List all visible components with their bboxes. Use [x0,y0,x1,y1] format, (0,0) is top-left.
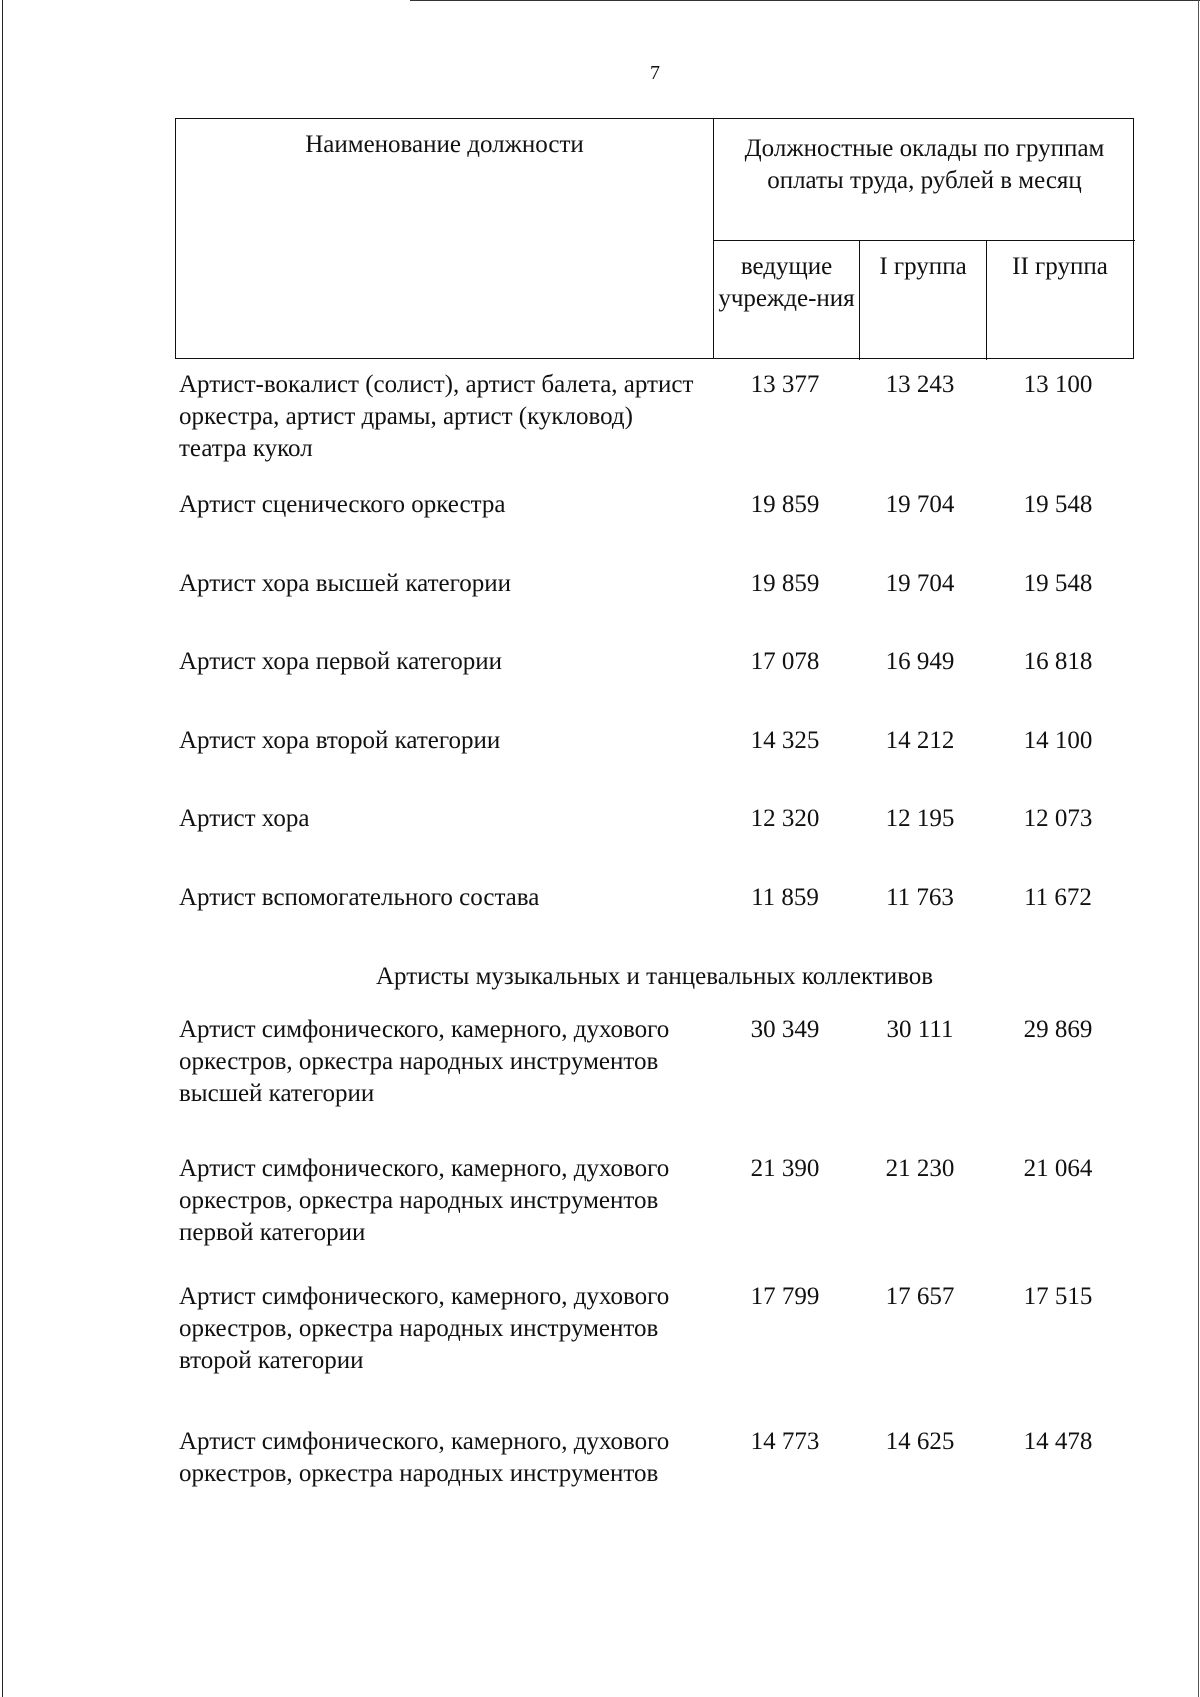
row-value-group2: 14 100 [1023,727,1093,754]
row-value-group1: 14 625 [885,1428,955,1455]
table-header [175,118,1134,359]
row-value-group2: 16 818 [1023,648,1093,675]
page-number: 7 [650,62,660,84]
row-value-group2: 19 548 [1023,570,1093,597]
row-value-group2: 29 869 [1023,1016,1093,1043]
row-value-leading: 11 859 [751,884,819,911]
row-position-name: Артист вспомогательного состава [179,884,540,911]
page-edge-left [2,0,3,1697]
row-value-leading: 17 078 [750,648,820,675]
page-edge-right [1198,0,1199,1697]
row-value-group1: 16 949 [885,648,955,675]
row-value-group1: 19 704 [885,491,955,518]
row-value-leading: 19 859 [750,491,820,518]
row-value-group2: 13 100 [1023,371,1093,398]
page-edge-top [410,0,1200,1]
row-value-group2: 21 064 [1023,1155,1093,1182]
header-salary-group: Должностные оклады по группам оплаты труда, рублей в месяц [714,119,1135,241]
header-col-group1: I группа [860,241,987,360]
section-title: Артисты музыкальных и танцевальных коллективов [375,963,934,990]
row-value-leading: 30 349 [750,1016,820,1043]
row-value-leading: 17 799 [750,1283,820,1310]
row-value-group1: 21 230 [885,1155,955,1182]
row-position-name: Артист хора второй категории [179,727,501,754]
row-value-leading: 13 377 [750,371,820,398]
row-position-name: Артист симфонического, камерного, духового оркестров, оркестра народных инструментов первой категории [179,1155,670,1246]
row-position-name: Артист-вокалист (солист), артист балета, артист оркестра, артист драмы, артист (кукловод) театра кукол [179,371,694,462]
row-position-name: Артист симфонического, камерного, духового оркестров, оркестра народных инструментов второй категории [179,1283,670,1374]
row-value-group1: 14 212 [885,727,955,754]
row-value-group1: 19 704 [885,570,955,597]
header-col-leading: ведущие учрежде-ния [714,241,860,360]
row-value-group2: 17 515 [1023,1283,1093,1310]
row-position-name: Артист хора высшей категории [179,570,511,597]
row-value-leading: 12 320 [750,805,820,832]
row-value-group1: 12 195 [885,805,955,832]
row-value-group1: 13 243 [885,371,955,398]
row-value-leading: 14 773 [750,1428,820,1455]
row-position-name: Артист сценического оркестра [179,491,506,518]
row-value-leading: 19 859 [750,570,820,597]
row-value-leading: 21 390 [750,1155,820,1182]
row-position-name: Артист хора первой категории [179,648,503,675]
row-value-group1: 30 111 [886,1016,954,1043]
row-position-name: Артист симфонического, камерного, духового оркестров, оркестра народных инструментов высшей категории [179,1016,670,1107]
row-value-group2: 14 478 [1023,1428,1093,1455]
row-value-leading: 14 325 [750,727,820,754]
header-col-group2: II группа [1012,253,1108,280]
row-value-group1: 11 763 [886,884,954,911]
row-position-name: Артист симфонического, камерного, духового оркестров, оркестра народных инструментов [179,1428,670,1487]
row-value-group2: 12 073 [1023,805,1093,832]
row-value-group2: 11 672 [1024,884,1092,911]
row-position-name: Артист хора [179,805,310,832]
header-position-name: Наименование должности [176,119,714,358]
row-value-group2: 19 548 [1023,491,1093,518]
row-value-group1: 17 657 [885,1283,955,1310]
